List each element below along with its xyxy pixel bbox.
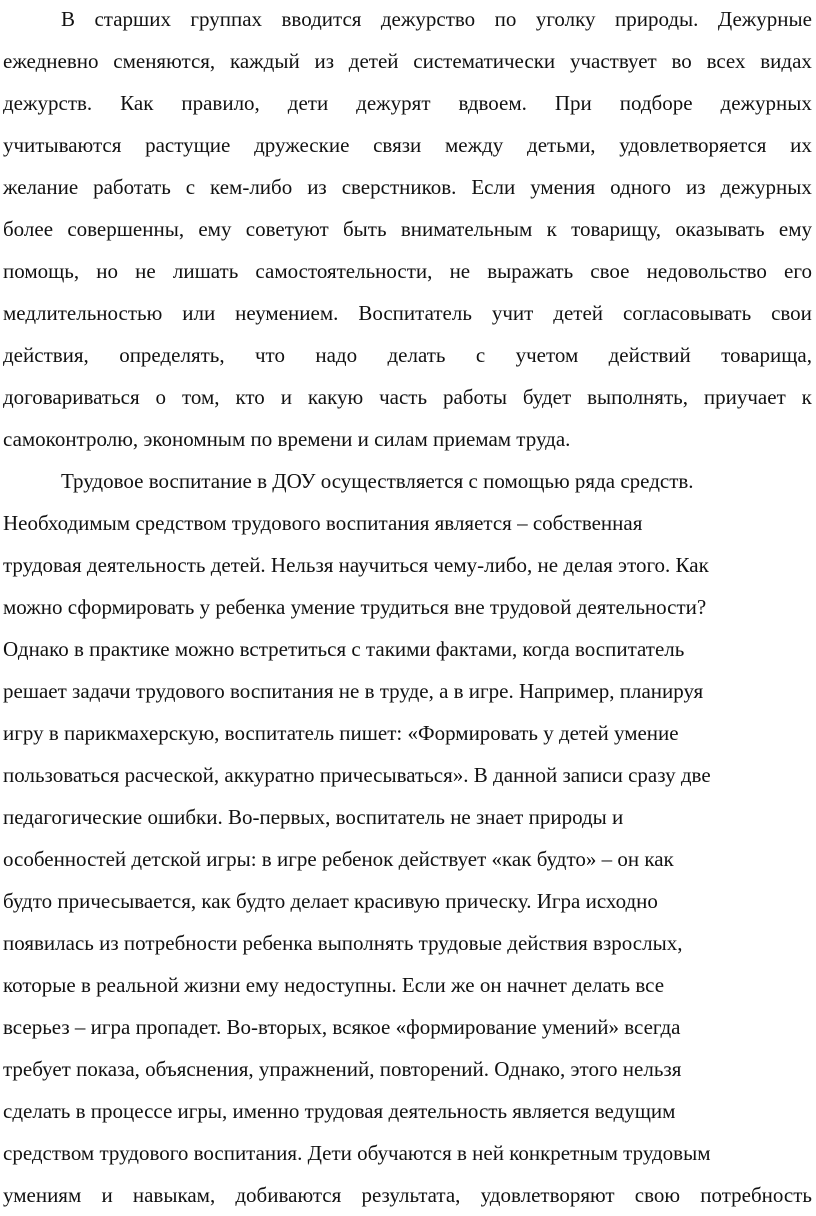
text-line: можно сформировать у ребенка умение трудиться вне трудовой деятельности? bbox=[3, 595, 707, 619]
text-line: будто причесывается, как будто делает красивую прическу. Игра исходно bbox=[3, 889, 658, 913]
text-line: решает задачи трудового воспитания не в труде, а в игре. Например, планируя bbox=[3, 679, 704, 703]
word: детьми, bbox=[527, 133, 596, 157]
word: работы bbox=[442, 385, 507, 409]
word: всех bbox=[706, 49, 746, 73]
word: добиваются bbox=[235, 1183, 342, 1207]
word: к bbox=[801, 385, 812, 409]
word: выражать bbox=[487, 259, 574, 283]
word: учит bbox=[491, 301, 534, 325]
text-line bbox=[3, 166, 812, 208]
word: договариваться bbox=[3, 385, 140, 409]
word: Воспитатель bbox=[358, 301, 472, 325]
word: кем-либо bbox=[210, 175, 293, 199]
word: или bbox=[182, 301, 216, 325]
word: между bbox=[444, 133, 504, 157]
word: удовлетворяется bbox=[619, 133, 767, 157]
text-line bbox=[3, 82, 812, 124]
word: свои bbox=[771, 301, 812, 325]
word: надо bbox=[315, 343, 358, 367]
word: недовольство bbox=[646, 259, 767, 283]
word: с bbox=[475, 343, 486, 367]
text-line: Необходимым средством трудового воспитания является – собственная bbox=[3, 511, 643, 535]
word: его bbox=[784, 259, 812, 283]
paragraph-trudovoe-vospitanie bbox=[3, 460, 812, 1216]
word: ему bbox=[778, 217, 812, 241]
word: дети bbox=[287, 91, 329, 115]
text-line: Однако в практике можно встретиться с такими фактами, когда воспитатель bbox=[3, 637, 685, 661]
word: том, bbox=[181, 385, 220, 409]
word: из bbox=[685, 175, 706, 199]
text-line bbox=[3, 1174, 812, 1216]
word: каждый bbox=[229, 49, 300, 73]
word: из bbox=[307, 175, 327, 199]
word: результата, bbox=[361, 1183, 461, 1207]
word: дежурств. bbox=[3, 91, 93, 115]
word: но bbox=[96, 259, 119, 283]
word: дежурных bbox=[720, 91, 812, 115]
word: с bbox=[185, 175, 196, 199]
text-line bbox=[3, 0, 812, 40]
word: дежурных bbox=[720, 175, 812, 199]
word: ему bbox=[198, 217, 232, 241]
word: Как bbox=[120, 91, 154, 115]
word: не bbox=[135, 259, 156, 283]
text-line bbox=[3, 208, 812, 250]
text-line: средством трудового воспитания. Дети обучаются в ней конкретным трудовым bbox=[3, 1141, 711, 1165]
word: видах bbox=[760, 49, 812, 73]
paragraph-dezhurstvo bbox=[3, 0, 812, 460]
text-line: самоконтролю, экономным по времени и силам приемам труда. bbox=[3, 427, 571, 451]
text-line: требует показа, объяснения, упражнений, повторений. Однако, этого нельзя bbox=[3, 1057, 682, 1081]
word: учетом bbox=[515, 343, 579, 367]
word: кто bbox=[235, 385, 265, 409]
word: свою bbox=[634, 1183, 681, 1207]
word: не bbox=[449, 259, 471, 283]
word: удовлетворяют bbox=[480, 1183, 615, 1207]
word: уголку bbox=[535, 7, 596, 31]
text-line: которые в реальной жизни ему недоступны. Если же он начнет делать все bbox=[3, 973, 665, 997]
word: подборе bbox=[619, 91, 693, 115]
word: ежедневно bbox=[3, 49, 99, 73]
word: выполнять, bbox=[587, 385, 688, 409]
word: по bbox=[494, 7, 517, 31]
word: потребность bbox=[700, 1183, 812, 1207]
word: навыкам, bbox=[132, 1183, 216, 1207]
word: быть bbox=[342, 217, 387, 241]
word: приучает bbox=[703, 385, 786, 409]
word: Если bbox=[471, 175, 516, 199]
word: что bbox=[255, 343, 285, 367]
word: сверстников. bbox=[341, 175, 457, 199]
text-line: всерьез – игра пропадет. Во-вторых, всякое «формирование умений» всегда bbox=[3, 1015, 681, 1039]
word: растущие bbox=[145, 133, 231, 157]
word: систематически bbox=[413, 49, 556, 73]
text-line: появилась из потребности ребенка выполнять трудовые действия взрослых, bbox=[3, 931, 683, 955]
text-line bbox=[3, 124, 812, 166]
word: к bbox=[546, 217, 557, 241]
word: и bbox=[280, 385, 292, 409]
word: советуют bbox=[245, 217, 329, 241]
text-line bbox=[3, 250, 812, 292]
word: умениям bbox=[3, 1183, 82, 1207]
word: и bbox=[101, 1183, 113, 1207]
text-line bbox=[3, 376, 812, 418]
word: одного bbox=[610, 175, 672, 199]
word: старших bbox=[94, 7, 171, 31]
word: из bbox=[314, 49, 334, 73]
word: товарищу, bbox=[571, 217, 662, 241]
word: оказывать bbox=[675, 217, 765, 241]
word: При bbox=[554, 91, 592, 115]
word: действия, bbox=[3, 343, 89, 367]
word: свое bbox=[590, 259, 630, 283]
word: Дежурные bbox=[717, 7, 812, 31]
word: лишать bbox=[172, 259, 239, 283]
word: часть bbox=[379, 385, 428, 409]
text-line bbox=[3, 292, 812, 334]
text-line: сделать в процессе игры, именно трудовая деятельность является ведущим bbox=[3, 1099, 676, 1123]
word: дежурят bbox=[356, 91, 431, 115]
text-line: педагогические ошибки. Во-первых, воспитатель не знает природы и bbox=[3, 805, 624, 829]
text-line: пользоваться расческой, аккуратно причесываться». В данной записи сразу две bbox=[3, 763, 711, 787]
word: природы. bbox=[614, 7, 699, 31]
word: делать bbox=[387, 343, 446, 367]
text-line: игру в парикмахерскую, воспитатель пишет: «Формировать у детей умение bbox=[3, 721, 679, 745]
word: медлительностью bbox=[3, 301, 163, 325]
word: группах bbox=[190, 7, 263, 31]
word: их bbox=[790, 133, 812, 157]
word: помощь, bbox=[3, 259, 80, 283]
text-line bbox=[3, 40, 812, 82]
word: товарища, bbox=[721, 343, 812, 367]
word: вдвоем. bbox=[458, 91, 527, 115]
word: сменяются, bbox=[113, 49, 216, 73]
word: участвует bbox=[569, 49, 657, 73]
word: В bbox=[61, 7, 76, 31]
word: согласовывать bbox=[622, 301, 752, 325]
text-line: трудовая деятельность детей. Нельзя научиться чему-либо, не делая этого. Как bbox=[3, 553, 709, 577]
word: детей bbox=[553, 301, 604, 325]
word: желание bbox=[3, 175, 79, 199]
word: умения bbox=[530, 175, 596, 199]
word: дружеские bbox=[254, 133, 350, 157]
word: связи bbox=[373, 133, 422, 157]
word: самостоятельности, bbox=[255, 259, 433, 283]
word: определять, bbox=[119, 343, 225, 367]
word: внимательным bbox=[400, 217, 533, 241]
word: совершенны, bbox=[67, 217, 185, 241]
word: какую bbox=[307, 385, 364, 409]
word: учитываются bbox=[3, 133, 122, 157]
word: правило, bbox=[181, 91, 260, 115]
text-line: Трудовое воспитание в ДОУ осуществляется с помощью ряда средств. bbox=[61, 469, 694, 493]
word: неумением. bbox=[235, 301, 339, 325]
word: работать bbox=[93, 175, 171, 199]
word: более bbox=[3, 217, 54, 241]
word: детей bbox=[348, 49, 399, 73]
word: будет bbox=[522, 385, 572, 409]
text-line: особенностей детской игры: в игре ребенок действует «как будто» – он как bbox=[3, 847, 674, 871]
word: во bbox=[671, 49, 692, 73]
word: вводится bbox=[281, 7, 362, 31]
word: о bbox=[155, 385, 167, 409]
word: дежурство bbox=[380, 7, 476, 31]
word: действий bbox=[608, 343, 691, 367]
text-line bbox=[3, 334, 812, 376]
